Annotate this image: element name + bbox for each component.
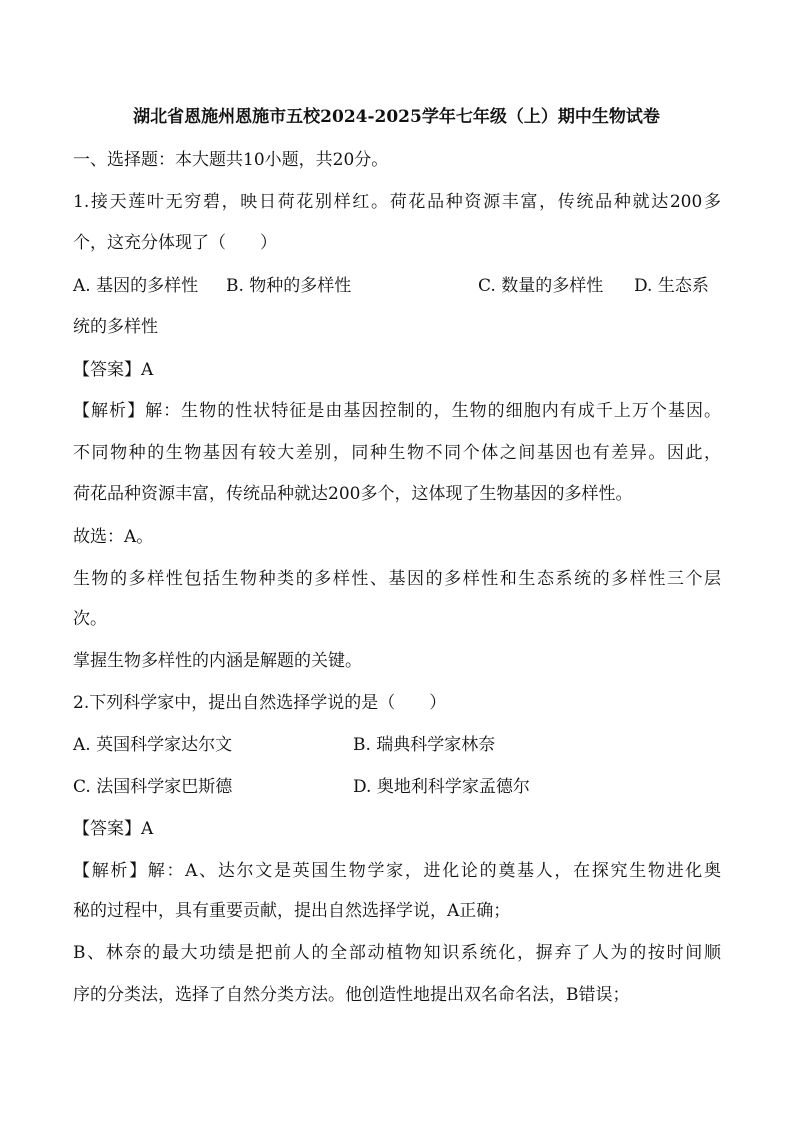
question-1-option-d: D. 生态系 [634, 276, 709, 296]
question-1-stem-line-1: 1.接天莲叶无穷碧，映日荷花别样红。荷花品种资源丰富，传统品种就达200多 [73, 192, 721, 212]
analysis-line: 荷花品种资源丰富，传统品种就达200多个，这体现了生物基因的多样性。 [73, 484, 633, 504]
question-1-option-a: A. 基因的多样性 [73, 276, 199, 296]
analysis-line: 【解析】解：A、达尔文是英国生物学家，进化论的奠基人，在探究生物进化奥 [73, 861, 721, 881]
document-title: 湖北省恩施州恩施市五校2024-2025学年七年级（上）期中生物试卷 [133, 107, 660, 127]
question-2-option-b: B. 瑞典科学家林奈 [353, 735, 496, 755]
analysis-line: 秘的过程中，具有重要贡献，提出自然选择学说，A正确； [73, 901, 511, 921]
analysis-line: 次。 [73, 609, 107, 629]
question-2-option-d: D. 奥地利科学家孟德尔 [353, 777, 530, 797]
analysis-line: 【解析】解：生物的性状特征是由基因控制的，生物的细胞内有成千上万个基因。 [73, 401, 721, 421]
question-1-option-c: C. 数量的多样性 [478, 276, 604, 296]
analysis-line: 生物的多样性包括生物种类的多样性、基因的多样性和生态系统的多样性三个层 [73, 569, 721, 589]
question-2-stem: 2.下列科学家中，提出自然选择学说的是（ ） [73, 693, 447, 713]
analysis-line: 不同物种的生物基因有较大差别，同种生物不同个体之间基因也有差异。因此， [73, 443, 721, 463]
analysis-line: 掌握生物多样性的内涵是解题的关键。 [73, 651, 362, 671]
question-1-option-d-wrap: 统的多样性 [73, 317, 158, 337]
analysis-line: B、林奈的最大功绩是把前人的全部动植物知识系统化，摒弃了人为的按时间顺 [73, 943, 721, 963]
question-2-answer: 【答案】A [73, 819, 154, 839]
section-heading: 一、选择题：本大题共10小题，共20分。 [73, 150, 389, 170]
question-2-option-c: C. 法国科学家巴斯德 [73, 777, 233, 797]
question-2-option-a: A. 英国科学家达尔文 [73, 735, 233, 755]
analysis-line: 故选：A。 [73, 527, 154, 547]
analysis-line: 序的分类法，选择了自然分类方法。他创造性地提出双名命名法，B错误； [73, 985, 630, 1005]
question-1-option-b: B. 物种的多样性 [226, 276, 352, 296]
question-1-stem-line-2: 个，这充分体现了（ ） [73, 233, 277, 253]
question-1-answer: 【答案】A [73, 360, 154, 380]
